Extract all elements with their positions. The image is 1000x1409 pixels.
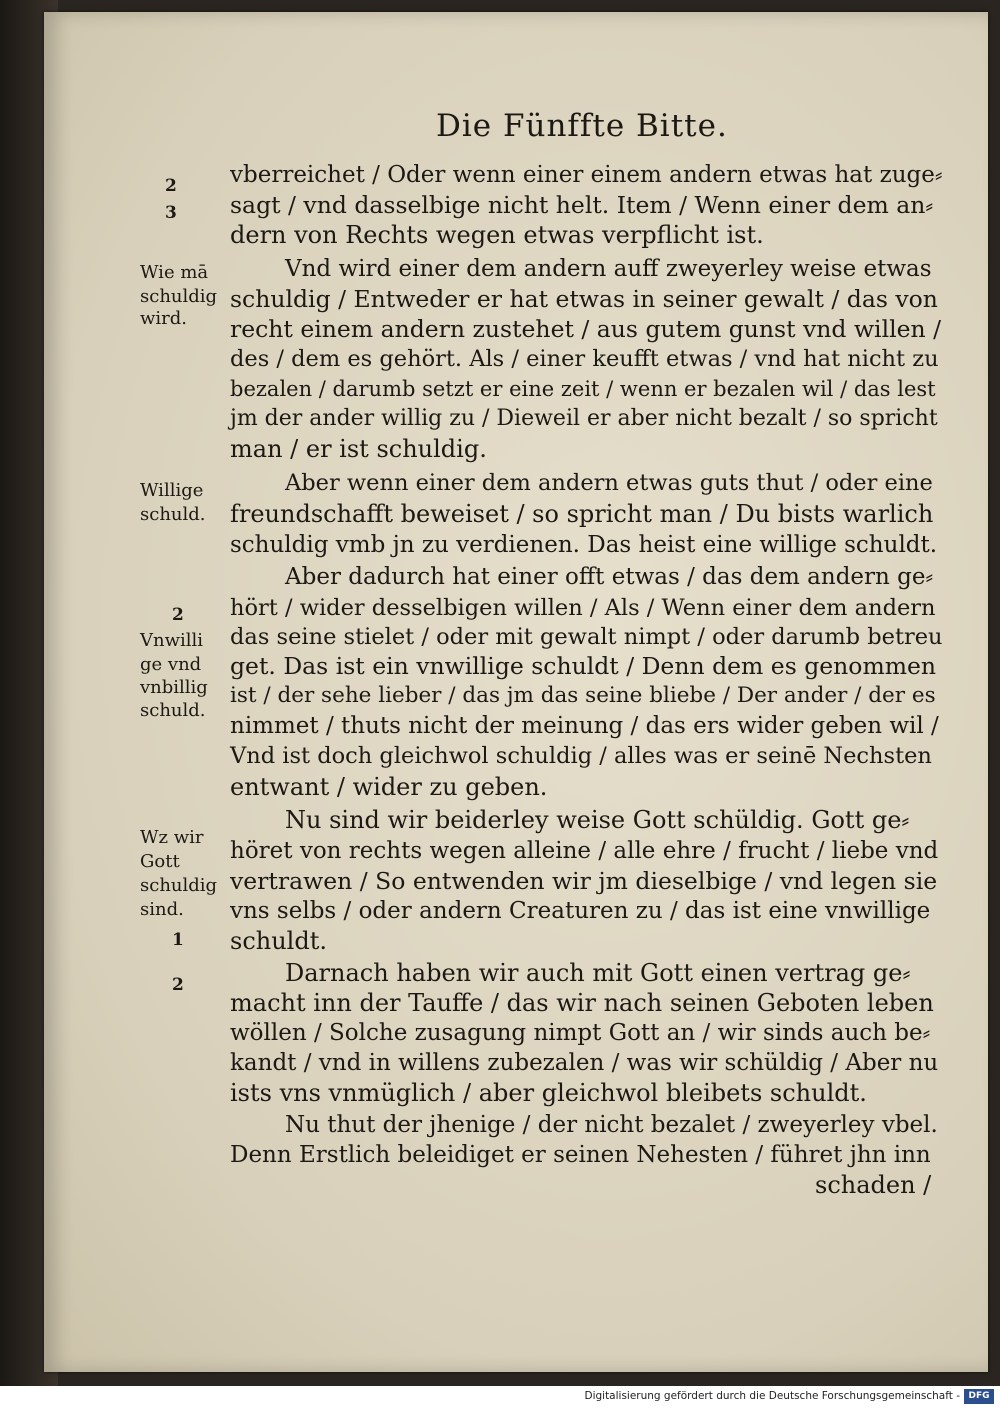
margin-note: Wz wir [140,827,204,848]
margin-note: Wie mā [140,262,209,283]
text-line: kandt / vnd in willens zubezalen / was wir schüldig / Aber nu [230,1050,939,1076]
text-line: bezalen / darumb setzt er eine zeit / wenn er bezalen wil / das lest [230,377,936,401]
text-line: das seine stielet / oder mit gewalt nimpt / oder darumb betreu [230,624,943,650]
margin-note: schuld. [140,504,206,525]
margin-note: sind. [140,899,184,920]
text-line: freundschafft beweiset / so spricht man / Du bists warlich [230,500,934,528]
paragraph-start-line: Aber dadurch hat einer offt etwas / das dem andern ge⸗ [285,564,934,590]
margin-note: Willige [140,480,204,501]
text-line: dern von Rechts wegen etwas verpflicht ist. [230,221,764,249]
text-line: wöllen / Solche zusagung nimpt Gott an / wir sinds auch be⸗ [230,1020,931,1046]
margin-note: Vnwilli [140,630,204,651]
text-line: Denn Erstlich beleidiget er seinen Nehesten / führet jhn inn [230,1142,931,1168]
text-line: macht inn der Tauffe / das wir nach seinen Geboten leben [230,989,934,1017]
margin-note: schuldig [140,286,218,307]
paragraph-start-line: Nu sind wir beiderley weise Gott schüldig. Gott ge⸗ [285,806,910,834]
text-line: ist / der sehe lieber / das jm das seine bliebe / Der ander / der es [230,683,936,708]
margin-note: schuld. [140,700,206,721]
margin-number: 1 [172,930,184,950]
text-line: vberreichet / Oder wenn einer einem andern etwas hat zuge⸗ [230,162,943,188]
text-line: ists vns vnmüglich / aber gleichwol bleibets schuldt. [230,1079,867,1107]
paragraph-start-line: Aber wenn einer dem andern etwas guts thut / oder eine [285,470,933,496]
text-line: des / dem es gehört. Als / einer keufft etwas / vnd hat nicht zu [230,346,939,372]
margin-note: Gott [140,851,180,872]
margin-number: 3 [165,203,177,223]
text-line: Vnd ist doch gleichwol schuldig / alles was er seinē Nechsten [230,743,932,769]
paragraph-start-line: Vnd wird einer dem andern auff zweyerley weise etwas [285,256,932,282]
text-line: jm der ander willig zu / Dieweil er aber nicht bezalt / so spricht [230,406,938,431]
margin-number: 2 [172,605,184,625]
catchword: schaden / [815,1171,932,1199]
margin-note: vnbillig [140,677,208,698]
text-line: entwant / wider zu geben. [230,773,548,801]
text-line: recht einem andern zustehet / aus gutem gunst vnd willen / [230,315,942,343]
text-line: höret von rechts wegen alleine / alle ehre / frucht / liebe vnd [230,838,939,864]
margin-note: wird. [140,308,188,329]
text-line: nimmet / thuts nicht der meinung / das ers wider geben wil / [230,713,939,739]
text-line: schuldig / Entweder er hat etwas in seiner gewalt / das von [230,285,938,313]
funding-credit: Digitalisierung gefördert durch die Deutsche Forschungsgemeinschaft - [584,1390,960,1402]
margin-number: 2 [165,176,177,196]
text-line: schuldt. [230,927,327,955]
text-line: hört / wider desselbigen willen / Als / Wenn einer dem andern [230,595,936,621]
dfg-logo-icon: DFG [964,1389,994,1404]
paragraph-start-line: Nu thut der jhenige / der nicht bezalet / zweyerley vbel. [285,1112,938,1138]
text-line: schuldig vmb jn zu verdienen. Das heist eine willige schuldt. [230,532,938,558]
footer-bar [0,1386,1000,1409]
text-line: vns selbs / oder andern Creaturen zu / das ist eine vnwillige [230,898,931,924]
page-title: Die Fünffte Bitte. [436,108,728,144]
paragraph-start-line: Darnach haben wir auch mit Gott einen vertrag ge⸗ [285,959,911,987]
text-line: sagt / vnd dasselbige nicht helt. Item / Wenn einer dem an⸗ [230,191,934,219]
margin-number: 2 [172,975,184,995]
text-line: man / er ist schuldig. [230,435,487,463]
margin-note: schuldig [140,875,218,896]
margin-note: ge vnd [140,654,202,675]
text-line: get. Das ist ein vnwillige schuldt / Denn dem es genommen [230,652,937,680]
text-line: vertrawen / So entwenden wir jm dieselbige / vnd legen sie [230,867,938,895]
